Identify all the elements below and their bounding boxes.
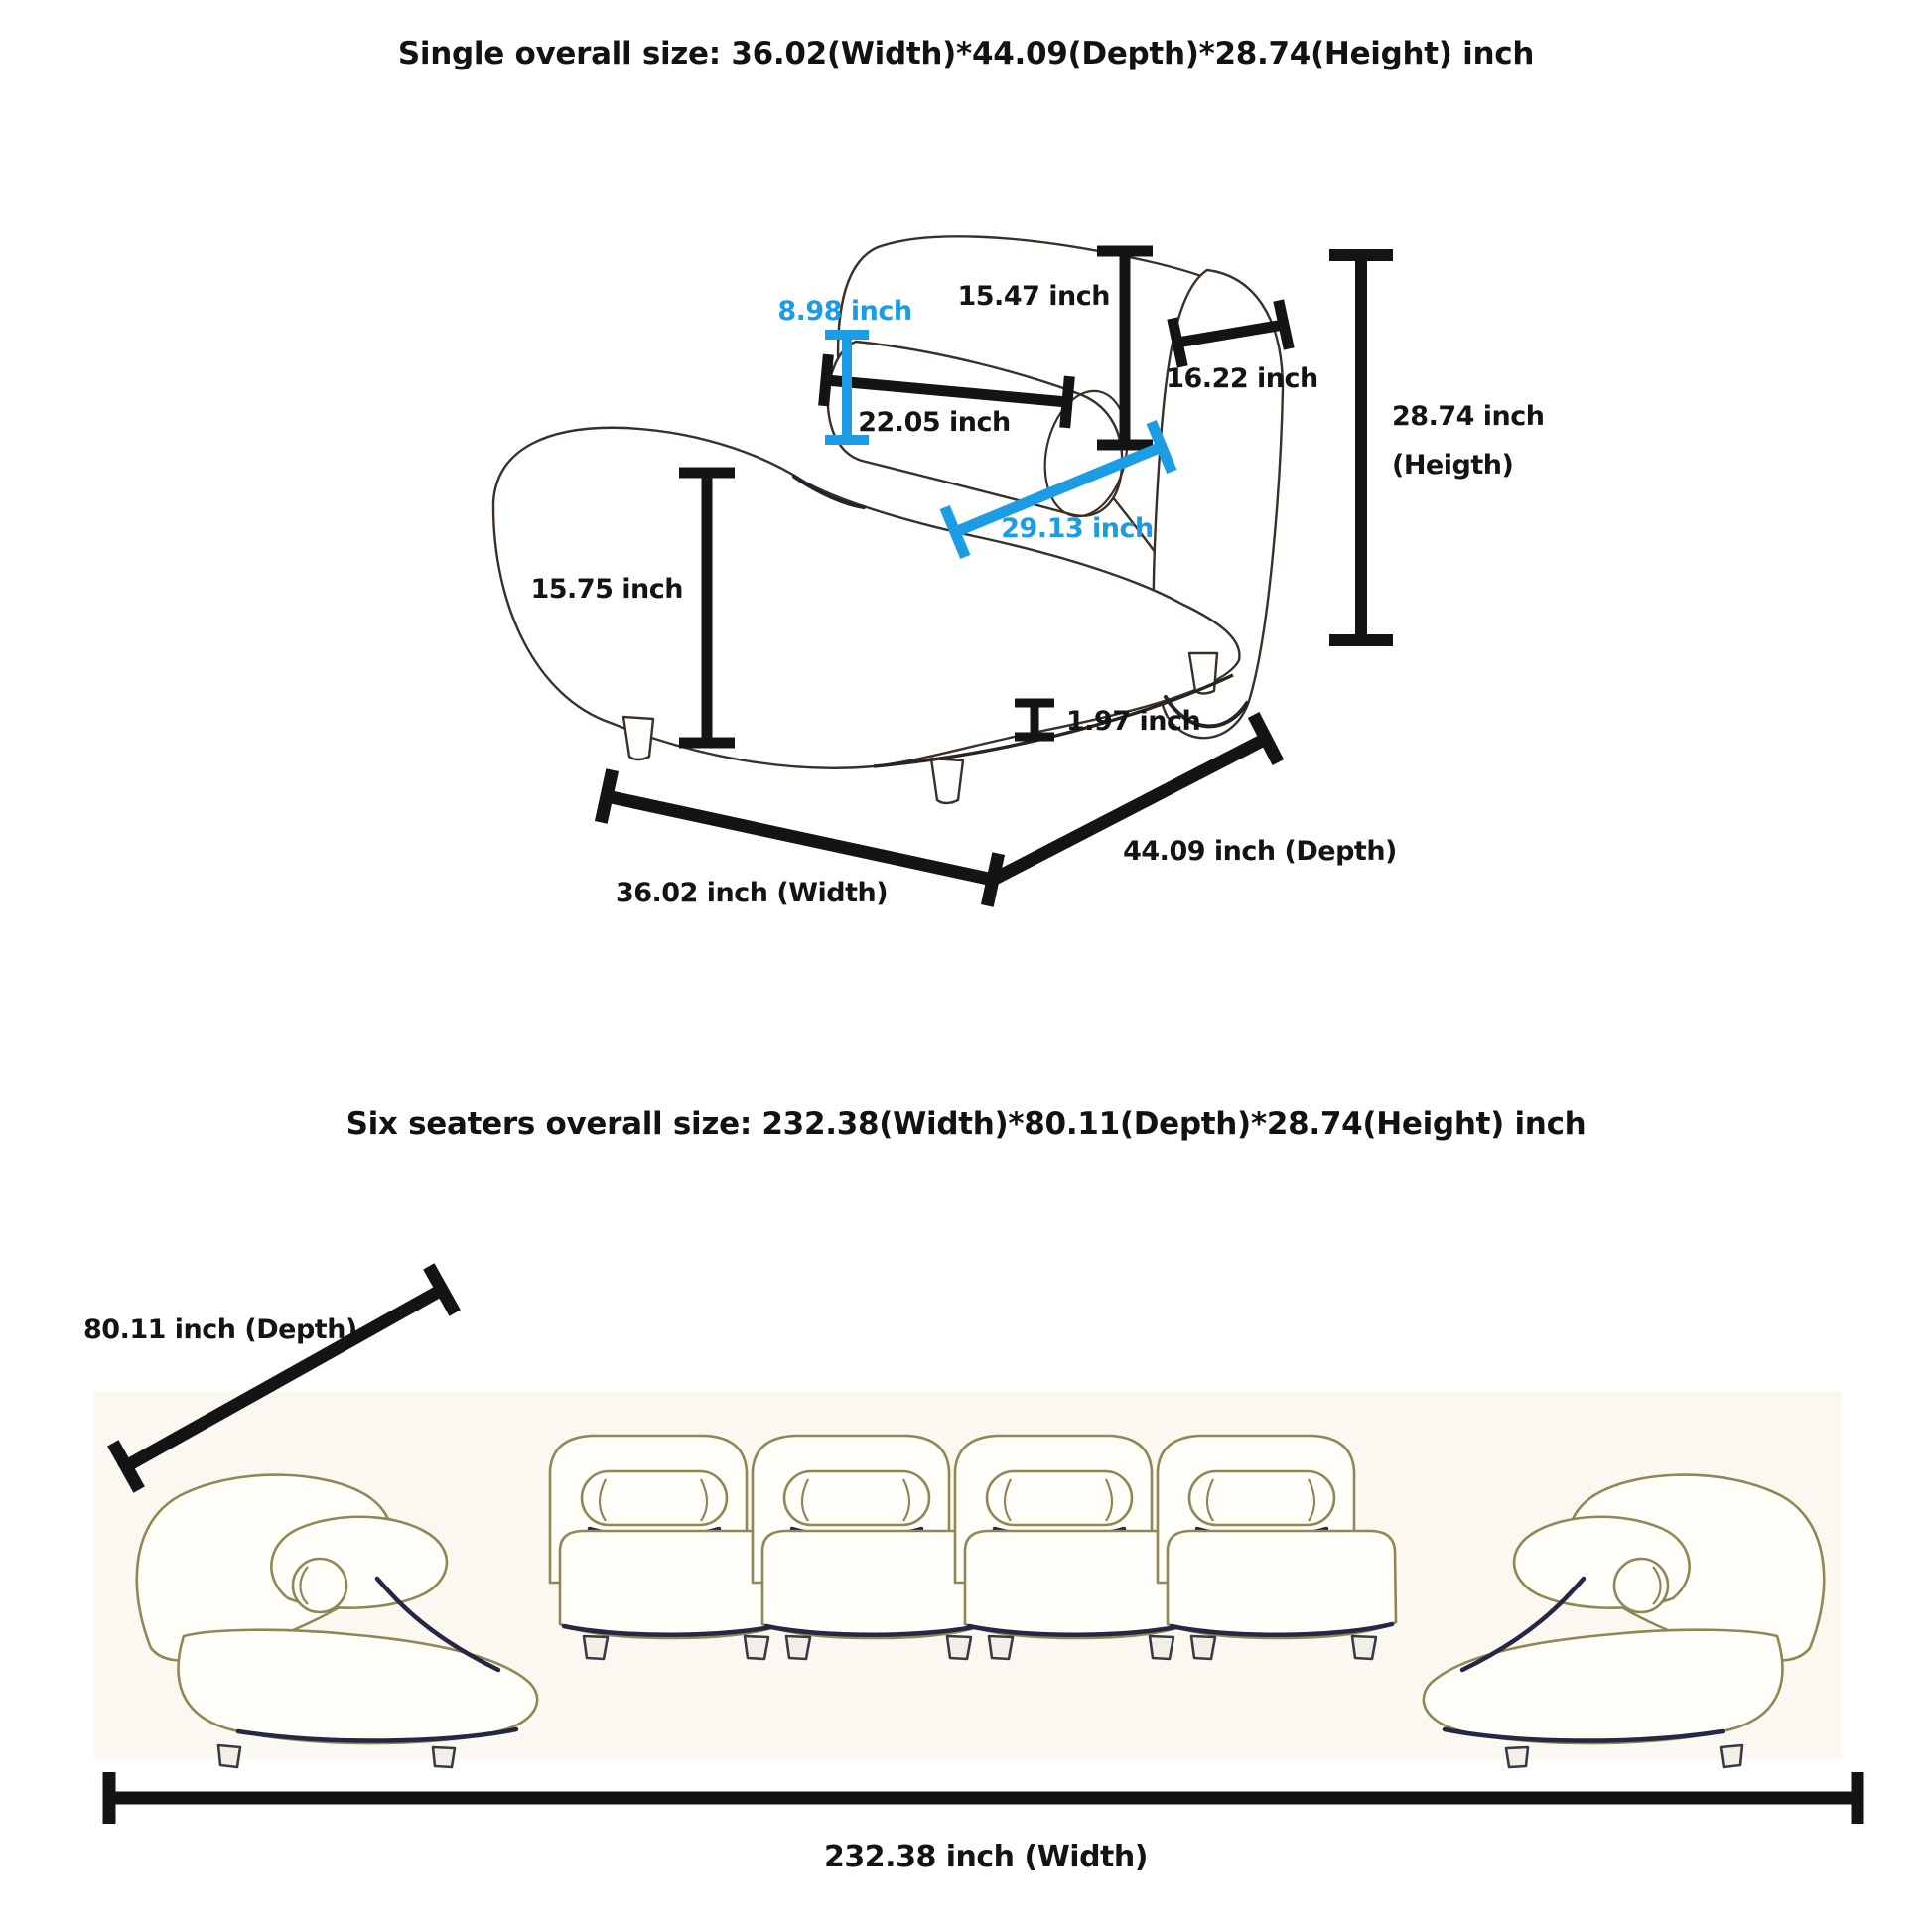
six-seater-size-title: Six seaters overall size: 232.38(Width)*80.11(Depth)*28.74(Height) inch xyxy=(345,1106,1587,1142)
dim-overall-height-label: 28.74 inch xyxy=(1392,401,1545,432)
chair-front-center-leg xyxy=(931,759,963,803)
single-size-title: Single overall size: 36.02(Width)*44.09(Depth)*28.74(Height) inch xyxy=(397,36,1535,71)
dim-overall-height-note: (Heigth) xyxy=(1392,450,1514,481)
dim-six-width xyxy=(109,1772,1858,1824)
dim-overall-width-label: 36.02 inch (Width) xyxy=(615,878,889,908)
dim-overall-depth-label: 44.09 inch (Depth) xyxy=(1123,836,1397,867)
dim-back-height-label: 15.47 inch xyxy=(957,281,1110,312)
dim-six-depth-label: 80.11 inch (Depth) xyxy=(83,1314,357,1345)
six-seater-diagram xyxy=(83,1266,1858,1874)
single-chair-diagram xyxy=(493,236,1545,908)
dim-overall-height xyxy=(1329,255,1393,640)
dim-bolster-height-label: 8.98 inch xyxy=(777,296,912,327)
dim-seat-height-label: 15.75 inch xyxy=(530,574,683,605)
dim-leg-height-label: 1.97 inch xyxy=(1066,706,1201,737)
dim-back-panel-width-label: 16.22 inch xyxy=(1166,363,1318,394)
dim-seat-diagonal-label: 29.13 inch xyxy=(1001,513,1154,544)
chair-front-left-leg xyxy=(623,717,653,759)
dim-bolster-width-label: 22.05 inch xyxy=(858,407,1011,438)
dim-six-width-label: 232.38 inch (Width) xyxy=(824,1840,1148,1874)
